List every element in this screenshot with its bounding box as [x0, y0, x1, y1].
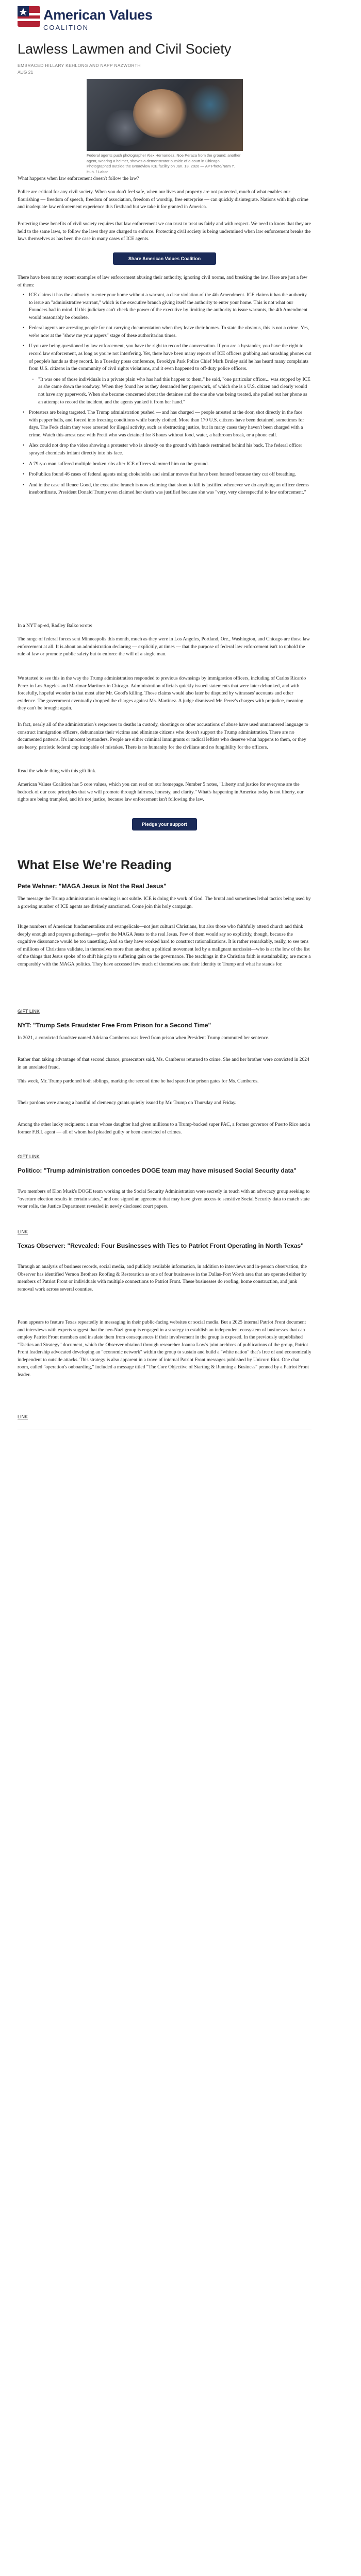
hero-image[interactable]: [87, 79, 243, 151]
body-paragraph: Rather than taking advantage of that second chance, prosecutors said, Ms. Camberos returned to crime. She and her brother were convicted in 2024 in an unrelated fraud.: [18, 1057, 309, 1070]
body-paragraph: Huge numbers of American fundamentalists and evangelicals—not just cultural Christians, but also those who faithfully attend church and think deeply enough and prayers gatherings—prefer the MAGA Jesus to the real Jesus. Few of them would say so explicitly, though, because the cognitive dissonance would be too unsettling. And so they have worked hard to construct rationalizations. It is rather remarkably, really, to see tens of millions of Christians validate, in themselves more than another, a political movement led by a malignant narcissist—who is at the low of the list of the things that Jesus spoke of to shift his grip to suffering gain on the governance. The teachings in the Christian faith is sustainability, are more a comparably with the MAGA politics. They have accessed few much of themselves and their identity to Trump and what he stands for.: [18, 924, 311, 967]
reading-headline: Politico: "Trump administration concedes DOGE team may have misused Social Security data": [18, 1167, 297, 1174]
body-paragraph: Two members of Elon Musk's DOGE team working at the Social Security Administration were secretly in touch with an advocacy group seeking to "overturn election results in certain states," and one signed an agreement that may have given access to sensitive Social Security data to match state voter rolls, the Justice Department revealed in newly disclosed court papers.: [18, 1189, 310, 1210]
brand-logo[interactable]: [18, 6, 265, 33]
list-item: • Alex could not drop the video showing a protester who is already on the ground with hands restrained behind his back. The federal officer sprayed chemicals irritant directly into his face.: [23, 443, 302, 456]
list-item: • If you are being questioned by law enforcement, you have the right to record the conversation. If you are a bystander, you have the right to record law enforcement, as long as you're not interfering. Yet, there have been many reports of ICE officers grabbing and smashing phones out of people's hands as they record. In a Tuesday press conference, Brooklyn Park Police Chief Mark Bruley said he has heard many complaints from U.S. citizens in the community of civil rights violations, and it even happened to off-duty police officers.: [23, 343, 311, 372]
body-paragraph: Protecting these benefits of civil society requires that law enforcement we can trust to treat us fairly and with respect. We need to know that they are held to the same laws, to follow the laws they are charged to enforce. Protecting civil society is being undermined when law enforcement breaks the laws themselves as has been the case in many cases of ICE agents.: [18, 221, 311, 242]
image-caption: Federal agents push photographer Alex Hernandez, Noe Peraza from the ground; another agent, wearing a helmet, shoves a demonstrator outside of a court in Chicago. Photographed outside the Broadview ICE facility on Jan. 13, 2026 — AP Photo/Nam Y. Huh. / Labor: [87, 153, 241, 174]
list-item: • ICE claims it has the authority to enter your home without a warrant, a clear violation of the 4th Amendment. ICE claims it has the authority to issue an "administrative warrant," which is the executive branch giving itself the authority to enter your home. This is not what our Founders had in mind. If this judiciary can't check the power of the executive by limiting the authority to issue warrants, the 4th Amendment would reasonably be obsolete.: [23, 292, 308, 320]
quote-paragraph: The range of federal forces sent Minneapolis this month, much as they were in Los Angeles, Portland, Ore., Washington, and Chicago are those law enforcement at all. It is about an administration declaring — explicitly, at times — that the purpose of federal law enforcement isn't to uphold the rule of law or promote public safety but to enforce the will of a single man.: [18, 636, 310, 657]
reading-headline: NYT: "Trump Sets Fraudster Free From Prison for a Second Time": [18, 1022, 211, 1029]
share-publication-button[interactable]: Share American Values Coalition: [113, 252, 216, 265]
body-paragraph: We started to see this in the way the Trump administration responded to previous downsings by immigration officers, including of Carlos Ricardo Perez in Los Angeles and Marimar Martinez in Chicago. Administration officials quickly issued statements that were later debunked, and with forcefully, hopeful wonder is that most after Mr. Good's killing. Those claims would also later be disputed by witnesses' accounts and other evidence. The government eventually dropped the charges against Ms. Martinez. A judge dismissed Mr. Perez's charges with prejudice, meaning they can't be brought again.: [18, 675, 306, 711]
list-item: • A 79-y-o man suffered multiple broken ribs after ICE officers slammed him on the ground.: [23, 461, 209, 467]
body-paragraph: Penn appears to feature Texas repeatedly in messaging in their public-facing websites or social media. But a 2025 internal Patriot Front document and interviews with experts suggest that the neo-Nazi group is engaged in a strategy to establish an independent ecosystem of businesses that can employ Patriot Front members and insulate them from consequences if their involvement in the group is exposed. In the previously unpublished "Tactics and Strategy" document, which the Observer obtained through researcher Joanna Low's joint archives of publications of the group, Patriot Front leadership advocated developing an "economic network" within the group to sustain and build a "white nation" that's free of and economically independent to outside attacks. This strategy is also apparent in a trove of internal Patriot Front messages published by Unicorn Riot. One chat room, called "operation's onboarding," included a message titled "The Core Objective of Starting & Running a Business" penned by a Patriot Front leader.: [18, 1319, 311, 1378]
reading-headline: Pete Wehner: "MAGA Jesus is Not the Real Jesus": [18, 883, 167, 890]
article-link[interactable]: LINK: [18, 1229, 28, 1234]
flag-logo-icon: [18, 6, 40, 27]
body-paragraph: There have been many recent examples of law enforcement abusing their authority, ignoring civil norms, and breaking the law. Here are just a few of them:: [18, 275, 307, 288]
list-item: • And in the case of Renee Good, the executive branch is now claiming that shoot to kill is justified whenever we do anything an officer deems insubordinate. President Donald Trump even claimed her death was justified because she was "very, very disrespectful to law enforcement.": [23, 482, 309, 496]
body-paragraph: Among the other lucky recipients: a man whose daughter had given millions to a Trump-backed super PAC, a former governor of Puerto Rico and a former F.B.I. agent — all of whom had pleaded guilty or been convicted of crimes.: [18, 1122, 310, 1135]
body-paragraph: Read the whole thing with this gift link.: [18, 768, 96, 774]
abuse-list: [18, 292, 311, 500]
body-paragraph: In a NYT op-ed, Radley Balko wrote:: [18, 623, 93, 629]
list-item: • Protesters are being targeted. The Trump administration pushed — and has charged — people arrested at the door, shot directly in the face with pepper balls, and forced into freezing conditions while barely clothed. More than 170 U.S. citizens have been detained, sometimes for days. The Feds claim they were arrested for illegal activity, such as obstructing justice, but in many cases they haven't been charged with a crime. Watch this arrest case with Pretti who was detained for 8 hours without food, water, a bathroom break, or a phone call.: [23, 410, 304, 438]
intro-question: What happens when law enforcement doesn't follow the law?: [18, 176, 139, 181]
body-paragraph: Police are critical for any civil society. When you don't feel safe, when our lives and property are not protected, much of what enables our flourishing — freedom of speech, freedom of association, freedom of worship, free enterprise — can quickly disintegrate. Nations with high crime and inadequate law enforcement experience this firsthand but we take it for granted in America.: [18, 189, 308, 210]
body-paragraph: The message the Trump administration is sending is not subtle. ICE is doing the work of God. The brutal and sometimes lethal tactics being used by a growing number of ICE agents are divinely sanctioned. Come join this holy campaign.: [18, 896, 311, 909]
body-paragraph: In 2021, a convicted fraudster named Adriana Camberos was freed from prison when President Trump commuted her sentence.: [18, 1035, 270, 1041]
body-paragraph: This week, Mr. Trump pardoned both siblings, marking the second time he had spared the prison gates for Ms. Camberos.: [18, 1078, 259, 1084]
body-paragraph: Through an analysis of business records, social media, and publicly available information, in addition to interviews and in-person observation, the Observer has identified Vernon Brothers Roofing & Restoration as one of four businesses in the Dallas-Fort Worth area that are operated either by members of Patriot Front or individuals with multiple connections to Patriot Front. These businesses do roofing, home construction, and junk removal work across several counties.: [18, 1264, 307, 1292]
gift-link[interactable]: GIFT LINK: [18, 1009, 40, 1014]
gift-link[interactable]: GIFT LINK: [18, 1154, 40, 1159]
list-sub-item: ◦ "It was one of those individuals in a private plain who has had this happen to them," he said, "one particular officer... was stopped by ICE as she came down the roadway. When they found her as they demanded her paperwork, of which she is a U.S. citizen and clearly would not have any paperwork. When she became concerned about the detainee and the one she was being treated, she pulled out her phone as an attempt to record the incident, and the agents yanked it from her hand.": [32, 376, 310, 405]
body-paragraph: American Values Coalition has 5 core values, which you can read on our homepage. Number 5 notes, "Liberty and justice for everyone are the bedrock of our core principles that we will promote through fairness, honesty, and clarity." What's happening in America today is not liberty, our rights are being trampled, and it's not justice, because law enforcement isn't following the law.: [18, 782, 304, 803]
article-date: AUG 21: [18, 70, 34, 75]
pledge-button[interactable]: Pledge your support: [132, 818, 197, 831]
list-item: • Federal agents are arresting people for not carrying documentation when they leave their homes. To state the obvious, this is not a crime. Yes, we're now at the "show me your papers" stage of these authoritarian times.: [23, 325, 309, 338]
article-link[interactable]: LINK: [18, 1414, 28, 1419]
body-paragraph: Their pardons were among a handful of clemency grants quietly issued by Mr. Trump on Thursday and Friday.: [18, 1100, 237, 1106]
brand-name: American Values: [43, 7, 153, 23]
reading-headline: Texas Observer: "Revealed: Four Businesses with Ties to Patriot Front Operating in North Texas": [18, 1242, 304, 1249]
body-paragraph: In fact, nearly all of the administration's responses to deaths in custody, shootings or other accusations of abuse have used unmannered language to construct immigration officers, dehumanize their victims and eliminate citizens who doesn't support the Trump administration. There are no documented patterns. It's innocent bystanders. People are either criminal immigrants or radical leftists who deserve what happens to them, or they are heavy, patriotic federal cop incapable of mistakes. There is no humanity for the civilians and no fungibility for the officers.: [18, 722, 308, 750]
brand-sub: COALITION: [43, 24, 89, 31]
list-item: • ProPublica found 46 cases of federal agents using chokeholds and similar moves that have been banned because they cut off breathing.: [23, 471, 296, 478]
article-title: Lawless Lawmen and Civil Society: [18, 41, 232, 57]
reading-heading: What Else We're Reading: [18, 858, 172, 872]
article-byline[interactable]: EMBRACED HILLARY KEHLONG AND NAPP NAZWORTH: [18, 63, 141, 68]
